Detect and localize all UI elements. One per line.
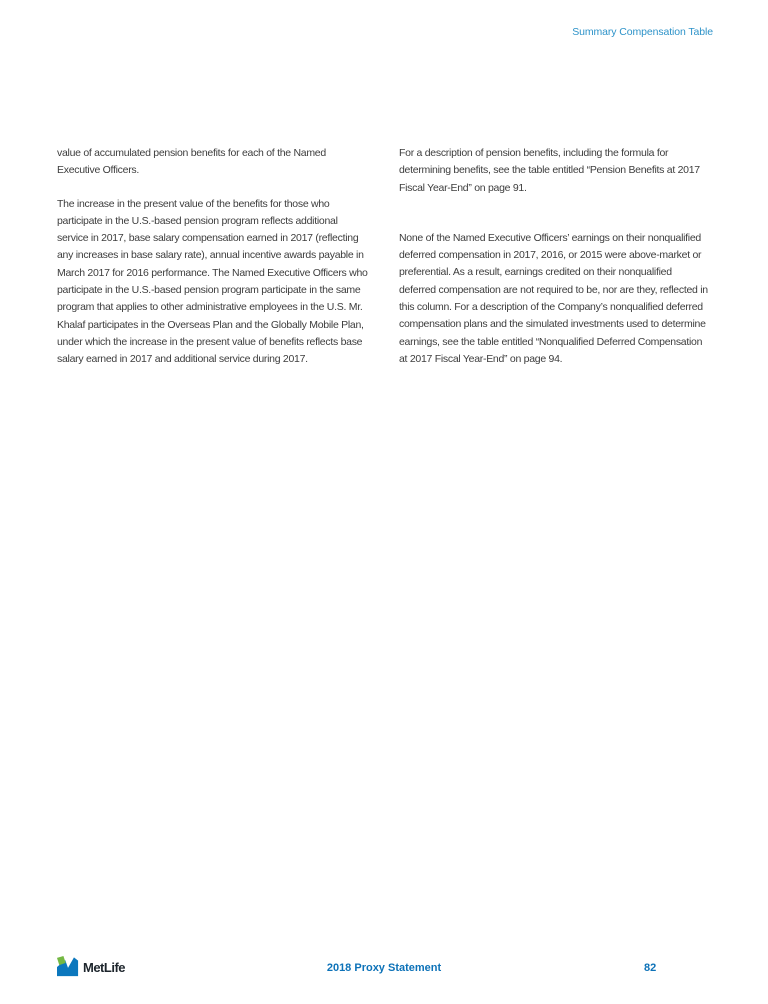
page-footer (0, 952, 768, 986)
paragraph: value of accumulated pension benefits for each of the Named Executive Officers. (57, 147, 326, 177)
running-header: Summary Compensation Table (572, 26, 713, 38)
paragraph: For a description of pension benefits, including the formula for determining benefits, see the table entitled “Pension Benefits at 2017 Fiscal Year-End” on page 91. (399, 147, 700, 194)
left-column (57, 145, 368, 385)
paragraph: The increase in the present value of the benefits for those who participate in the U.S.-based pension program reflects additional service in 2017, base salary compensation earned in 2017 (reflecting any increases in base salary rate), annual incentive awards payable in March 2017 for 2016 performance. The Named Executive Officers who participate in the U.S.-based pension program participate in the same program that applies to other administrative employees in the U.S. Mr. Khalaf participates in the Overseas Plan and the Globally Mobile Plan, under which the increase in the present value of benefits reflects base salary earned in 2017 and additional service during 2017. (57, 197, 368, 366)
right-column (399, 145, 710, 385)
footer-document-title: 2018 Proxy Statement (326, 962, 442, 974)
paragraph: None of the Named Executive Officers’ earnings on their nonqualified deferred compensation in 2017, 2016, or 2015 were above-market or preferential. As a result, earnings credited on their nonqualified deferred compensation are not required to be, nor are they, reflected in this column. For a description of the Company’s nonqualified deferred compensation plans and the simulated investments used to determine earnings, see the table entitled “Nonqualified Deferred Compensation at 2017 Fiscal Year-End” on page 94. (399, 231, 708, 365)
metlife-wordmark: MetLife (83, 959, 125, 975)
page-number: 82 (644, 962, 657, 974)
body-columns (57, 145, 710, 385)
